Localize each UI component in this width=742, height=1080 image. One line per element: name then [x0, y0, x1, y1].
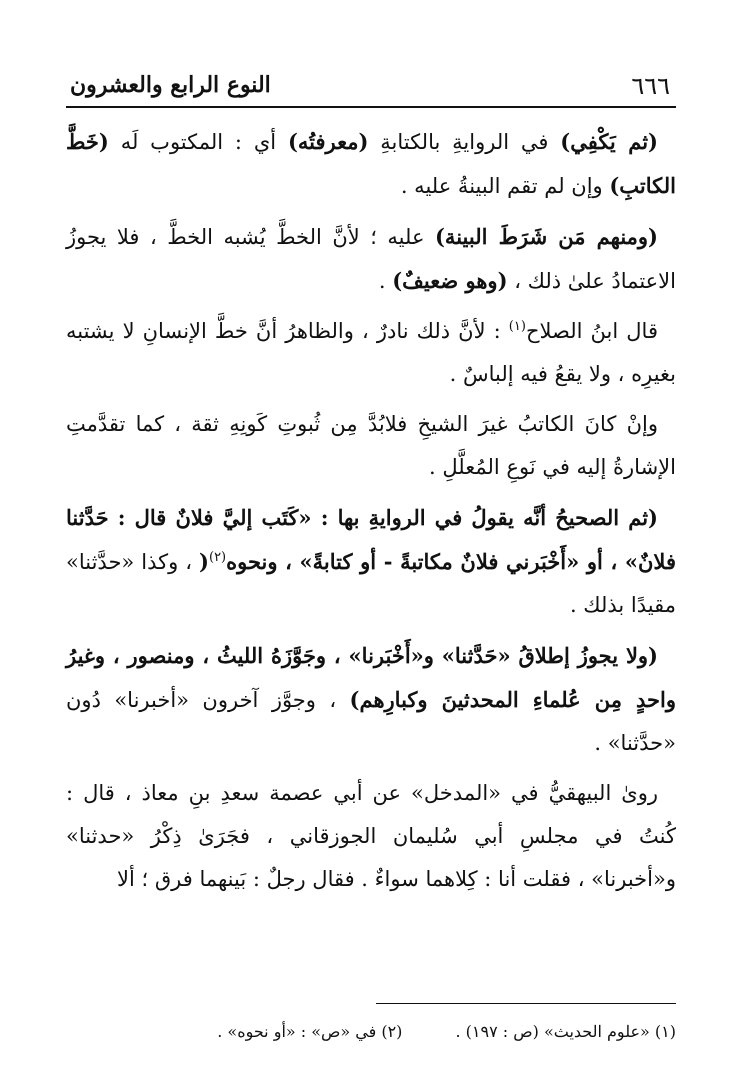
- footnote: (٢) في «ص» : «أو نحوه» .: [217, 1022, 403, 1041]
- footnote-ref[interactable]: (١): [508, 319, 526, 334]
- text-run: (معرفتُه): [287, 129, 369, 154]
- text-run: روىٰ البيهقيُّ في «المدخل» عن أبي عصمة سعدِ بنِ معاذ ، قال : كُنتُ في مجلسِ أبي سُليمان الجوزقاني ، فجَرَىٰ ذِكْرُ «حدثنا» و«أخبرنا» ، فقلت أنا : كِلاهما سواءٌ . فقال رجلٌ : بَينهما فرق ؛ ألا: [66, 781, 676, 891]
- footnote: (١) «علوم الحديث» (ص : ١٩٧) .: [455, 1022, 676, 1041]
- page-header: [66, 66, 676, 108]
- paragraph: [66, 215, 676, 303]
- text-run: ، وجوَّز آخرون «أخبرنا» دُون «حدَّثنا» .: [66, 688, 676, 755]
- text-run: وإنْ كانَ الكاتبُ غيرَ الشيخِ فلابُدَّ مِن ثُبوتِ كَونِهِ ثقة ، كما تقدَّمتِ الإشارةُ إليه في نَوعِ المُعلَّلِ .: [66, 412, 676, 479]
- text-run: قال ابنُ الصلاح: [525, 319, 658, 343]
- text-run: (خَطَّ الكاتبِ): [66, 129, 676, 198]
- text-run: (ثم الصحيحُ أنَّه يقولُ في الروايةِ بها : «كَتَب إليَّ فلانٌ قال : حَدَّثنا فلانٌ» ، أو «أَخْبَرني فلانٌ مكاتبةً - أو كتابةً» ، ونحوه: [66, 505, 676, 574]
- paragraph: [66, 403, 676, 489]
- footnotes: [66, 1018, 676, 1046]
- text-run: عليه ؛ لأنَّ الخطَّ يُشبه الخطَّ ، فلا يجوزُ الاعتمادُ علىٰ ذلك ،: [66, 225, 676, 293]
- paragraph: [66, 772, 676, 901]
- text-run: .: [378, 269, 393, 293]
- text-run: (ولا يجوزُ إطلاقُ «حَدَّثنا» و«أَخْبَرنا» ، وجَوَّزَهُ الليثُ ، ومنصور ، وغيرُ واحدٍ مِن عُلماءِ المحدثينَ وكبارِهم): [66, 643, 676, 712]
- footnote-ref[interactable]: (٢): [208, 550, 227, 565]
- paragraph: [66, 120, 676, 208]
- text-run: : لأنَّ ذلك نادرٌ ، والظاهرُ أنَّ خطَّ الإنسانِ لا يشتبه بغيرِه ، ولا يقعُ فيه إلباسٌ .: [66, 319, 676, 386]
- body-text: [66, 120, 676, 908]
- text-run: في الروايةِ بالكتابةِ: [368, 130, 561, 154]
- paragraph: [66, 310, 676, 396]
- running-title: النوع الرابع والعشرون: [70, 72, 271, 98]
- text-run: (: [199, 549, 209, 574]
- paragraph: [66, 496, 676, 627]
- text-run: (ومنهم مَن شَرَطَ البينة): [435, 224, 658, 249]
- text-run: (ثم يَكْفِي): [560, 129, 658, 154]
- text-run: ، وكذا «حدَّثنا» مقيدًا بذلك .: [66, 550, 676, 617]
- text-run: وإن لم تقم البينةُ عليه .: [400, 174, 610, 198]
- footnote-divider: [376, 1003, 676, 1004]
- page-number: ٦٦٦: [631, 72, 670, 100]
- paragraph: [66, 634, 676, 765]
- text-run: (وهو ضعيفٌ): [392, 268, 508, 293]
- text-run: أي : المكتوب لَه: [108, 130, 288, 154]
